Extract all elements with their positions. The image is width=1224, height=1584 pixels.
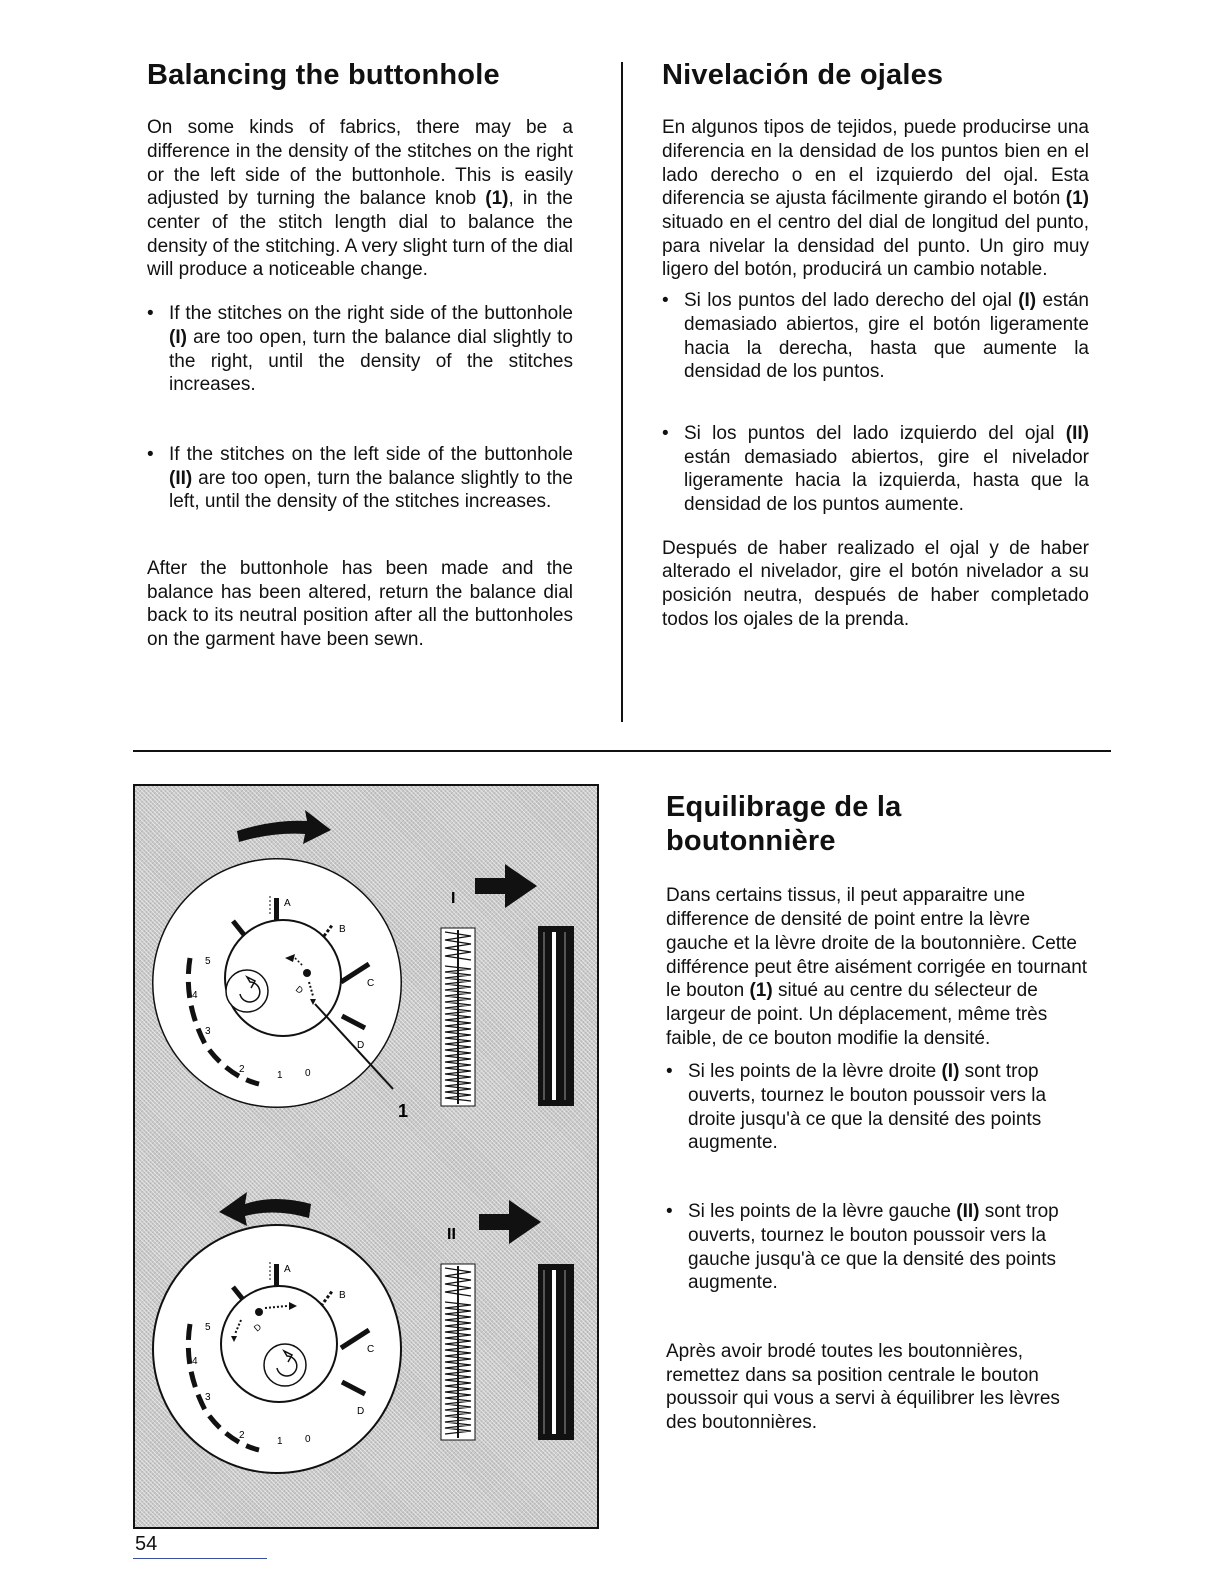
svg-text:C: C (367, 1344, 375, 1355)
page-number: 54 (135, 1533, 158, 1555)
callout-1: 1 (398, 1101, 409, 1121)
spanish-intro: En algunos tipos de tejidos, puede producirse una diferencia en la densidad de los puntos bien en el lado derecho o en el izquierdo del ojal. Esta diferencia se ajusta fácilmente girando el botón (1) situado en el centro del dial de longitud del punto, para nivelar la densidad del punto. Un giro muy ligero del botón, producirá un cambio notable. (662, 117, 1089, 281)
svg-text:1: 1 (277, 1436, 283, 1447)
turn-right-arrow-icon (237, 810, 331, 844)
svg-text:A: A (284, 1264, 291, 1275)
top-dial-group (153, 810, 574, 1121)
dial-label-2: 2 (239, 1064, 245, 1075)
dial-label-3: 3 (205, 1026, 211, 1037)
french-title: Equilibrage de la boutonnière (666, 791, 902, 858)
column-divider (621, 62, 623, 722)
dial-label-0: 0 (305, 1068, 311, 1079)
french-column (666, 790, 1092, 1435)
spanish-column (662, 58, 1089, 632)
label-left-ii: II (447, 1226, 456, 1243)
dial-label-b: B (339, 924, 346, 935)
dial-label-4: 4 (192, 990, 198, 1001)
english-bullet-right: • If the stitches on the right side of the buttonhole (I) are too open, turn the balance dial slightly to the right, until the density of the stitches increases. (147, 302, 573, 397)
svg-text:D: D (251, 1321, 264, 1334)
svg-text:5: 5 (205, 1322, 211, 1333)
dial-label-1: 1 (277, 1070, 283, 1081)
svg-text:D: D (293, 983, 306, 996)
french-closing: Après avoir brodé toutes les boutonnières, remettez dans sa position centrale le bouton poussoir qui vous a servi à équilibrer les lèvres des boutonnières. (666, 1340, 1060, 1434)
spanish-bullet-right: • Si los puntos del lado derecho del ojal (I) están demasiado abiertos, gire el botón ligeramente hacia la derecha, hasta que aumente la densidad de los puntos. (662, 289, 1089, 384)
svg-text:0: 0 (305, 1434, 311, 1445)
svg-text:B: B (339, 1290, 346, 1301)
page-footer-rule (133, 1558, 267, 1559)
dial-label-c: C (367, 978, 375, 989)
bottom-dial-group (153, 1192, 574, 1473)
french-bullet-left: • Si les points de la lèvre gauche (II) sont trop ouverts, tournez le bouton poussoir vers la gauche jusqu'à ce que la densité des points augmente. (666, 1200, 1092, 1295)
svg-text:D: D (357, 1406, 365, 1417)
right-arrow-icon-2 (479, 1200, 541, 1244)
french-intro: Dans certains tissus, il peut apparaitre une difference de densité de point entre la lèvre gauche et la lèvre droite de la boutonnière. Cette différence peut être aisément corrigée en tournant le bouton (1) situé au centre du sélecteur de largeur de point. Un déplacement, même très faible, de ce bouton modifie la densité. (666, 885, 1088, 1049)
svg-text:2: 2 (239, 1430, 245, 1441)
english-title: Balancing the buttonhole (147, 59, 500, 91)
label-right-i: I (451, 890, 456, 907)
turn-left-arrow-icon (219, 1192, 311, 1226)
spanish-bullet-left: • Si los puntos del lado izquierdo del ojal (II) están demasiado abiertos, gire el nivelador ligeramente hacia la izquierda, hasta que la densidad de los puntos aumente. (662, 422, 1089, 517)
balance-dial-illustration (133, 784, 599, 1529)
dial-label-a: A (284, 898, 291, 909)
svg-text:4: 4 (192, 1356, 198, 1367)
english-column (147, 58, 573, 652)
spanish-closing: Después de haber realizado el ojal y de haber alterado el nivelador, gire el botón nivelador a su posición neutra, después de haber completado todos los ojales de la prenda. (662, 537, 1089, 630)
svg-text:3: 3 (205, 1392, 211, 1403)
french-bullet-right: • Si les points de la lèvre droite (I) sont trop ouverts, tournez le bouton poussoir vers la droite jusqu'à ce que la densité des points augmente. (666, 1060, 1092, 1155)
dial-label-d: D (357, 1040, 365, 1051)
dial-label-5: 5 (205, 956, 211, 967)
english-bullet-left: • If the stitches on the left side of the buttonhole (II) are too open, turn the balance slightly to the left, until the density of the stitches increases. (147, 443, 573, 514)
english-intro: On some kinds of fabrics, there may be a difference in the density of the stitches on the right or the left side of the buttonhole. This is easily adjusted by turning the balance knob (1), in the center of the stitch length dial to balance the density of the stitching. A very slight turn of the dial will produce a noticeable change. (147, 117, 573, 281)
english-closing: After the buttonhole has been made and the balance has been altered, return the balance dial back to its neutral position after all the buttonholes on the garment have been sewn. (147, 558, 573, 651)
section-divider (133, 750, 1111, 752)
right-arrow-icon (475, 864, 537, 908)
spanish-title: Nivelación de ojales (662, 59, 944, 91)
